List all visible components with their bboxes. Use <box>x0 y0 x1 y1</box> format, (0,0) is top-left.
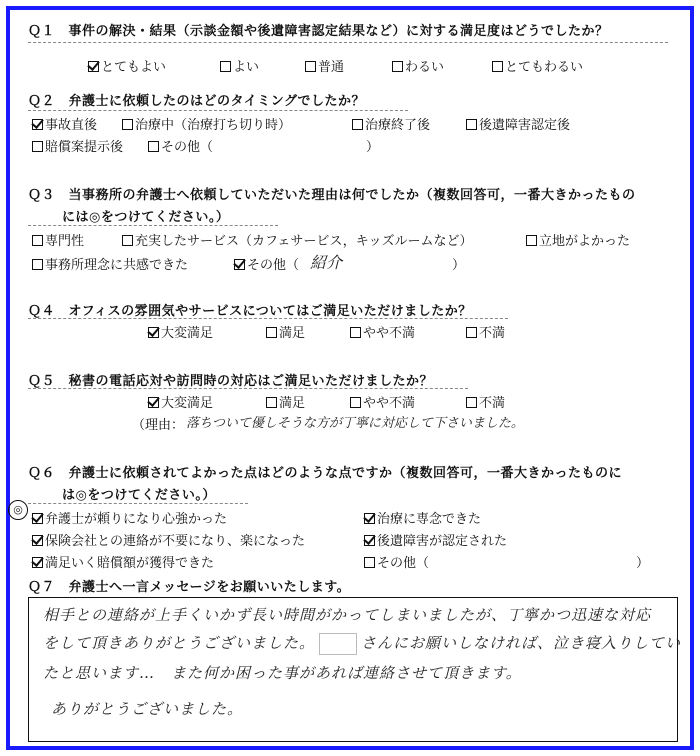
q3-title-line2: には◎をつけてください。） <box>62 210 230 225</box>
q2-divider <box>28 110 408 111</box>
q1-option-2[interactable] <box>220 56 259 75</box>
checkbox[interactable] <box>148 141 159 152</box>
checkbox[interactable] <box>466 119 477 130</box>
q5-option-3[interactable] <box>350 392 415 411</box>
q5-divider <box>28 388 468 389</box>
q5-reason-handwritten: 落ちついて優しそうな方が丁寧に対応して下さいました。 <box>186 416 524 431</box>
option-label: 事務所理念に共感できた <box>45 258 189 273</box>
q1-option-5[interactable] <box>492 56 583 75</box>
checkbox[interactable] <box>526 235 537 246</box>
q6-double-circle-mark: ◎ <box>8 500 28 520</box>
q1-option-4[interactable] <box>392 56 444 75</box>
checkbox[interactable] <box>364 557 375 568</box>
checkbox[interactable] <box>364 535 375 546</box>
option-label: 普通 <box>318 60 345 75</box>
option-label: 賠償案提示後 <box>45 140 124 155</box>
option-label: とてもわるい <box>505 60 584 75</box>
q3-close-paren: ） <box>452 258 466 273</box>
q2-title: Ｑ２ 弁護士に依頼したのはどのタイミングでしたか？ <box>28 94 365 109</box>
q7-line-2 <box>43 632 681 655</box>
q2-option-3[interactable] <box>352 114 430 133</box>
q3-divider <box>28 225 278 226</box>
q7-line-4: ありがとうございました。 <box>51 700 244 718</box>
option-label: 後遺障害認定後 <box>479 118 571 133</box>
q4-option-4[interactable] <box>466 322 505 341</box>
checkbox[interactable] <box>32 535 43 546</box>
option-label: 充実したサービス（カフェサービス，キッズルームなど） <box>135 234 473 249</box>
option-label: 大変満足 <box>161 326 214 341</box>
option-label: 治療に専念できた <box>377 512 482 527</box>
option-label: 満足いく賠償額が獲得できた <box>45 556 215 571</box>
option-label: 治療中（治療打ち切り時） <box>135 118 292 133</box>
checkbox[interactable] <box>32 557 43 568</box>
checkbox[interactable] <box>350 397 361 408</box>
checkbox[interactable] <box>88 61 99 72</box>
q1-option-1[interactable] <box>88 56 166 75</box>
q2-option-1[interactable] <box>32 114 97 133</box>
q5-reason-label: （理由： <box>132 418 185 433</box>
checkbox[interactable] <box>266 397 277 408</box>
checkbox[interactable] <box>352 119 363 130</box>
q2-option-6[interactable] <box>148 136 213 155</box>
q1-divider <box>28 42 668 43</box>
q2-close-paren: ） <box>366 140 380 155</box>
checkbox[interactable] <box>466 327 477 338</box>
option-label: 事故直後 <box>45 118 98 133</box>
checkbox[interactable] <box>32 119 43 130</box>
checkbox[interactable] <box>32 259 43 270</box>
q6-option-5[interactable] <box>32 552 214 571</box>
option-label: その他（ <box>377 556 430 571</box>
q7-line-2b: さんにお願いしなければ、泣き寝入りしてい <box>361 634 682 652</box>
q7-line-3: たと思います… また何か困った事があれば連絡させて頂きます。 <box>43 664 522 682</box>
option-label: とてもよい <box>101 60 167 75</box>
checkbox[interactable] <box>148 397 159 408</box>
q3-option-3[interactable] <box>526 230 630 249</box>
checkbox[interactable] <box>350 327 361 338</box>
q7-title: Ｑ７ 弁護士へ一言メッセージをお願いいたします。 <box>28 580 351 595</box>
q7-line-2a: をして頂きありがとうございました。 <box>43 634 316 652</box>
checkbox[interactable] <box>122 119 133 130</box>
q2-option-4[interactable] <box>466 114 570 133</box>
redacted-name <box>319 633 357 655</box>
checkbox[interactable] <box>148 327 159 338</box>
q3-option-4[interactable] <box>32 254 188 273</box>
q3-option-2[interactable] <box>122 230 472 249</box>
option-label: 治療終了後 <box>365 118 431 133</box>
q6-option-6[interactable] <box>364 552 429 571</box>
option-label: よい <box>233 60 260 75</box>
q7-line-1: 相手との連絡が上手くいかず長い時間がかってしまいましたが、丁寧かつ迅速な対応 <box>43 606 652 624</box>
checkbox[interactable] <box>122 235 133 246</box>
q5-option-2[interactable] <box>266 392 305 411</box>
q6-close-paren: ） <box>636 556 650 571</box>
q5-option-4[interactable] <box>466 392 505 411</box>
q4-option-2[interactable] <box>266 322 305 341</box>
option-label: 満足 <box>279 396 306 411</box>
q6-option-3[interactable] <box>32 530 305 549</box>
q3-other-handwritten: 紹介 <box>310 253 343 272</box>
checkbox[interactable] <box>305 61 316 72</box>
option-label: 弁護士が頼りになり心強かった <box>45 512 228 527</box>
option-label: 保険会社との連絡が不要になり、楽になった <box>45 534 306 549</box>
q6-divider <box>28 503 248 504</box>
q4-divider <box>28 318 508 319</box>
option-label: 専門性 <box>45 234 85 249</box>
q4-title: Ｑ４ オフィスの雰囲気やサービスについてはご満足いただけましたか？ <box>28 304 472 319</box>
q1-option-3[interactable] <box>305 56 344 75</box>
q5-option-1[interactable] <box>148 392 213 411</box>
q3-option-5[interactable] <box>234 254 299 273</box>
checkbox[interactable] <box>32 513 43 524</box>
q4-option-3[interactable] <box>350 322 415 341</box>
checkbox[interactable] <box>466 397 477 408</box>
q4-option-1[interactable] <box>148 322 213 341</box>
option-label: 不満 <box>479 326 506 341</box>
q6-title-line1: Ｑ６ 弁護士に依頼されてよかった点はどのような点ですか（複数回答可，一番大きかったものに <box>28 466 623 481</box>
q3-title-line1: Ｑ３ 当事務所の弁護士へ依頼していただいた理由は何でしたか（複数回答可，一番大きかったもの <box>28 188 636 203</box>
q6-option-4[interactable] <box>364 530 507 549</box>
option-label: やや不満 <box>363 396 416 411</box>
q6-option-1[interactable] <box>32 508 227 527</box>
option-label: やや不満 <box>363 326 416 341</box>
option-label: その他（ <box>161 140 214 155</box>
q6-title-line2: は◎をつけてください。） <box>62 488 216 503</box>
checkbox[interactable] <box>266 327 277 338</box>
option-label: 大変満足 <box>161 396 214 411</box>
checkbox[interactable] <box>32 141 43 152</box>
checkbox[interactable] <box>220 61 231 72</box>
option-label: 立地がよかった <box>539 234 631 249</box>
option-label: わるい <box>405 60 445 75</box>
q2-option-2[interactable] <box>122 114 291 133</box>
checkbox[interactable] <box>492 61 503 72</box>
checkbox[interactable] <box>234 259 245 270</box>
checkbox[interactable] <box>392 61 403 72</box>
q2-option-5[interactable] <box>32 136 123 155</box>
q5-title: Ｑ５ 秘書の電話応対や訪問時の対応はご満足いただけましたか？ <box>28 374 434 389</box>
option-label: 満足 <box>279 326 306 341</box>
q3-option-1[interactable] <box>32 230 84 249</box>
option-label: 後遺障害が認定された <box>377 534 508 549</box>
checkbox[interactable] <box>32 235 43 246</box>
checkbox[interactable] <box>364 513 375 524</box>
option-label: その他（ <box>247 258 300 273</box>
option-label: 不満 <box>479 396 506 411</box>
q6-option-2[interactable] <box>364 508 481 527</box>
q7-message-box[interactable] <box>28 597 682 742</box>
q1-title: Ｑ１ 事件の解決・結果（示談金額や後遺障害認定結果など）に対する満足度はどうでしたか？ <box>28 24 609 39</box>
